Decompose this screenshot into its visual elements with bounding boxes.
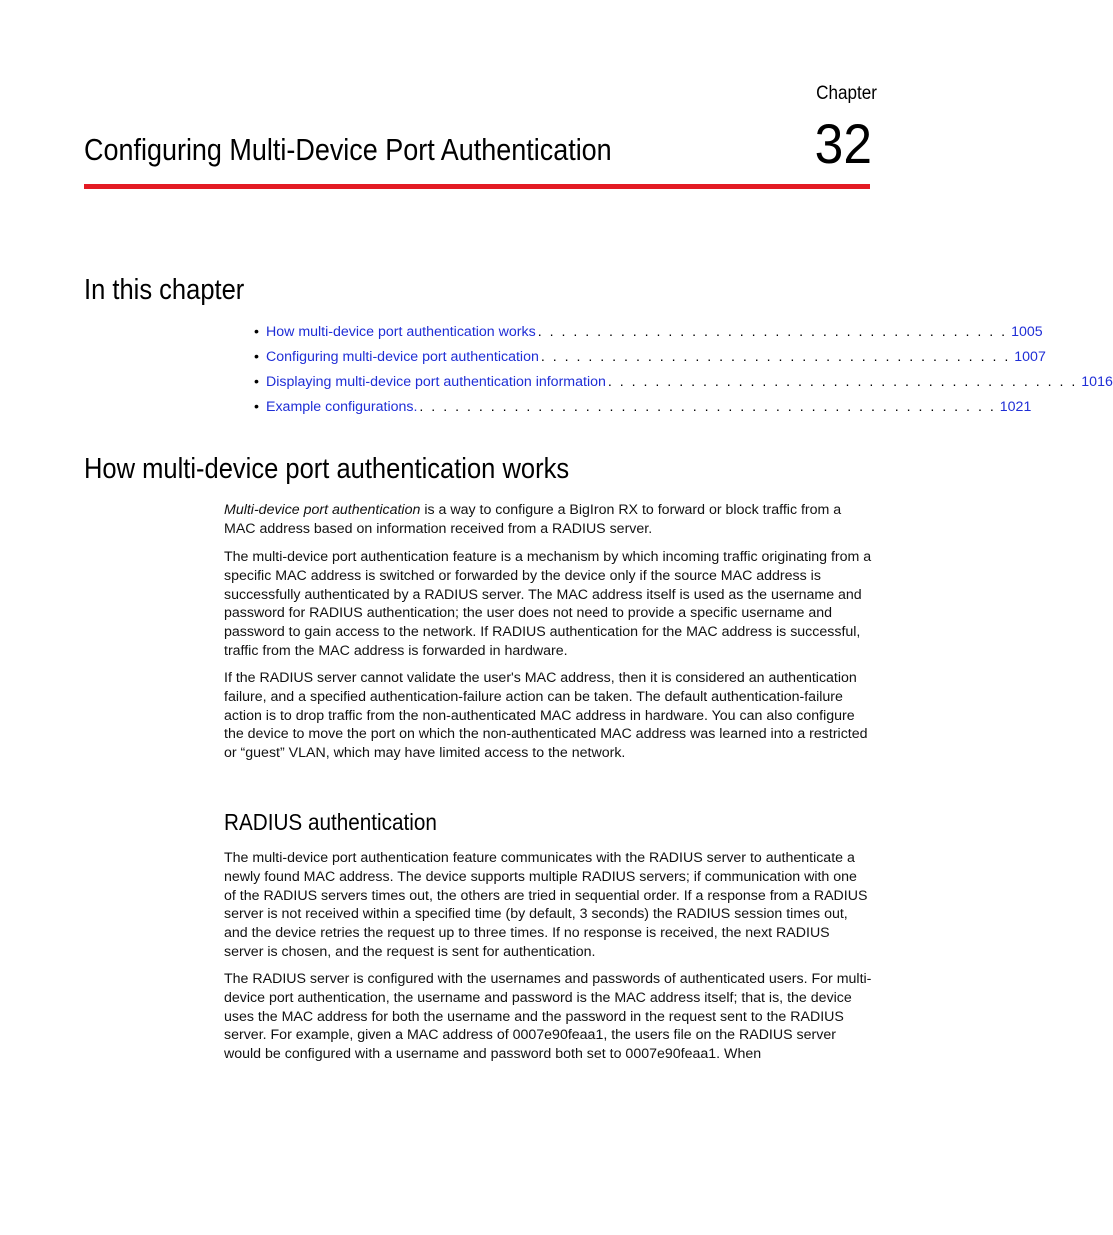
chapter-title-rule — [84, 184, 870, 189]
toc-item[interactable] — [254, 322, 1043, 347]
toc-leader: . . . . . . . . . . . . . . . . . . . . . . . . . . . . . . . . . . . . . . . . — [607, 374, 1078, 390]
paragraph-mechanism: The multi-device port authentication feature is a mechanism by which incoming traffic originating from a specific MAC address is switched or forwarded by the device only if the source MAC address is successfully authenticated by a RADIUS server. The MAC address itself is used as the username and password for RADIUS authentication; the user does not need to provide a specific username and password to gain access to the network. If RADIUS authentication for the MAC address is successful, traffic from the MAC address is forwarded in hardware. — [224, 549, 872, 659]
toc-page-number[interactable]: 1005 — [1011, 324, 1043, 340]
chapter-title: Configuring Multi-Device Port Authentication — [84, 132, 612, 167]
toc-leader: . . . . . . . . . . . . . . . . . . . . . . . . . . . . . . . . . . . . . . . . — [540, 349, 1011, 365]
toc-bullet: • — [254, 374, 259, 390]
toc-bullet: • — [254, 399, 259, 415]
toc-bullet: • — [254, 324, 259, 340]
chapter-number: 32 — [814, 112, 872, 175]
toc-item[interactable] — [254, 397, 1032, 422]
toc-page-number[interactable]: 1021 — [999, 399, 1032, 415]
paragraph-radius-configuration: The RADIUS server is configured with the usernames and passwords of authenticated users. For multi-device port authentication, the username and password is the MAC address itself; that is, the device uses the MAC address for both the username and the password in the request sent to the RADIUS server. For example, given a MAC address of 0007e90feaa1, the users file on the RADIUS server would be configured with a username and password both set to 0007e90feaa1. When — [224, 971, 872, 1063]
toc-link-displaying[interactable]: Displaying multi-device port authentication information — [266, 374, 606, 390]
toc-leader: . . . . . . . . . . . . . . . . . . . . . . . . . . . . . . . . . . . . . . . . — [537, 324, 1008, 340]
toc-item[interactable] — [254, 372, 1113, 397]
paragraph-definition — [224, 501, 872, 539]
paragraph-radius-communication: The multi-device port authentication feature communicates with the RADIUS server to authenticate a newly found MAC address. The device supports multiple RADIUS servers; if communication with one of the RADIUS servers times out, the others are tried in sequential order. If a response from a RADIUS server is not received within a specified time (by default, 3 seconds) the RADIUS session times out, and the device retries the request up to three times. If no response is received, the next RADIUS server is chosen, and the request is sent for authentication. — [224, 850, 868, 960]
defined-term: Multi-device port authentication — [224, 502, 421, 518]
toc-page-number[interactable]: 1016 — [1081, 374, 1113, 390]
paragraph-auth-failure: If the RADIUS server cannot validate the user's MAC address, then it is considered an authentication failure, and a specified authentication-failure action can be taken. The default authentication-failure action is to drop traffic from the non-authenticated MAC address in hardware. You can also configure the device to move the port on which the non-authenticated MAC address was learned into a restricted or “guest” VLAN, which may have limited access to the network. — [224, 670, 868, 762]
toc-item[interactable] — [254, 347, 1046, 372]
toc-leader: . . . . . . . . . . . . . . . . . . . . . . . . . . . . . . . . . . . . . . . . . . . . . . . . . — [419, 399, 996, 415]
toc-link-configuring[interactable]: Configuring multi-device port authentication — [266, 349, 539, 365]
subsection-heading-radius: RADIUS authentication — [224, 809, 437, 835]
toc-page-number[interactable]: 1007 — [1014, 349, 1046, 365]
toc-link-examples[interactable]: Example configurations. — [266, 399, 418, 415]
section-heading-how-it-works: How multi-device port authentication works — [84, 453, 570, 485]
toc-link-how-it-works[interactable]: How multi-device port authentication works — [266, 324, 536, 340]
in-this-chapter-heading: In this chapter — [84, 274, 245, 306]
toc-bullet: • — [254, 349, 259, 365]
chapter-toc — [254, 322, 1113, 422]
chapter-label: Chapter — [816, 83, 877, 104]
definition-text: is a way to configure a BigIron RX to forward or block traffic from a MAC address based on information received from a RADIUS server. — [224, 502, 842, 537]
